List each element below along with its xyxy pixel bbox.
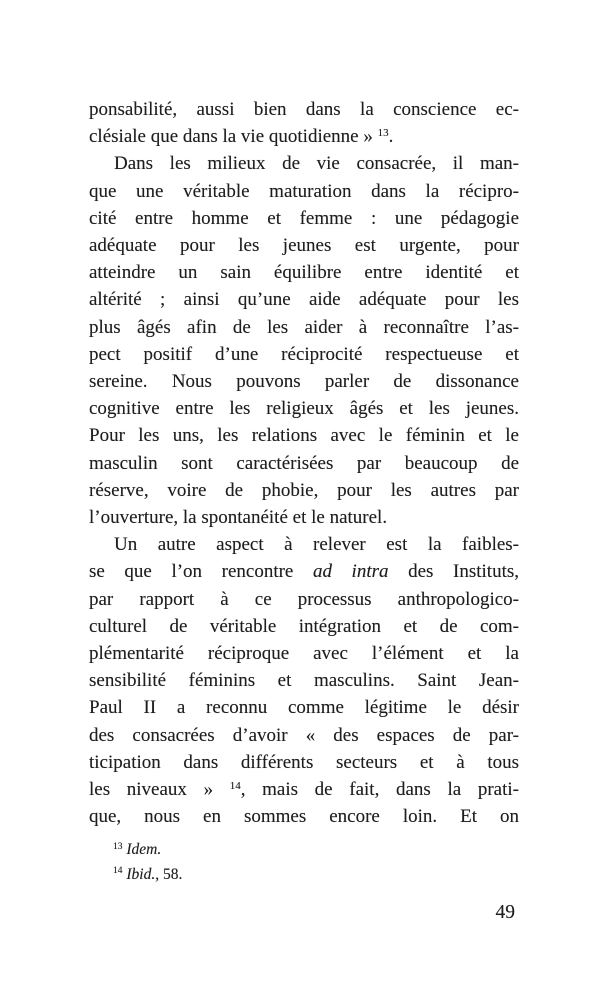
footnote-marker: 13: [377, 126, 389, 139]
text-line: [89, 667, 519, 694]
text-line: [89, 531, 519, 558]
text-segment: sensibilité féminins et masculins. Saint Jean-: [89, 670, 519, 692]
text-segment: que une véritable maturation dans la récipro-: [89, 180, 519, 202]
text-line: [89, 341, 519, 368]
text-segment: masculin sont caractérisées par beaucoup de: [89, 452, 519, 474]
text-segment: se que l’on rencontre: [89, 561, 313, 583]
footnote: [89, 863, 519, 888]
footnote: [89, 838, 519, 863]
text-segment: des consacrées d’avoir « des espaces de par-: [89, 724, 519, 746]
text-line: [89, 776, 519, 803]
text-segment: ticipation dans différents secteurs et à tous: [89, 751, 519, 773]
text-line: [89, 286, 519, 313]
text-segment: ponsabilité, aussi bien dans la conscience ec-: [89, 99, 519, 120]
text-segment: l’ouverture, la spontanéité et le naturel.: [89, 507, 388, 529]
text-segment: Un autre aspect à relever est la faibles-: [114, 534, 519, 556]
text-line: [89, 640, 519, 667]
text-segment: culturel de véritable intégration et de com-: [89, 615, 519, 637]
page-number: 49: [495, 902, 515, 923]
text-line: [89, 722, 519, 749]
text-line: [89, 803, 519, 830]
text-segment: que, nous en sommes encore loin. Et on: [89, 806, 519, 828]
text-line: [89, 123, 519, 150]
text-segment: Paul II a reconnu comme légitime le désir: [89, 697, 519, 719]
text-segment: sereine. Nous pouvons parler de dissonance: [89, 371, 519, 393]
text-line: [89, 749, 519, 776]
footnote-marker: 13: [113, 841, 123, 852]
text-line: [89, 450, 519, 477]
text-line: [89, 259, 519, 286]
italic-text: Ibid.: [126, 865, 156, 883]
text-segment: des Instituts,: [388, 561, 520, 583]
text-segment: plus âgés afin de les aider à reconnaître l’as-: [89, 316, 519, 338]
text-line: [89, 395, 519, 422]
text-segment: les niveaux »: [89, 779, 230, 801]
text-line: [89, 96, 519, 123]
text-segment: cognitive entre les religieux âgés et les jeunes.: [89, 398, 519, 420]
text-segment: , mais de fait, dans la prati-: [240, 779, 519, 801]
text-line: [89, 586, 519, 613]
text-line: [89, 150, 519, 177]
text-segment: clésiale que dans la vie quotidienne »: [89, 126, 378, 148]
text-line: [89, 178, 519, 205]
italic-text: ad intra: [312, 561, 389, 583]
text-line: [89, 504, 519, 531]
body-text: [89, 96, 519, 830]
text-line: [89, 477, 519, 504]
text-line: [89, 613, 519, 640]
text-segment: atteindre un sain équilibre entre identité et: [89, 262, 519, 284]
text-line: [89, 314, 519, 341]
text-segment: réserve, voire de phobie, pour les autres par: [89, 479, 519, 501]
paragraph: [89, 96, 519, 150]
text-segment: pect positif d’une réciprocité respectueuse et: [89, 343, 519, 365]
text-line: [89, 368, 519, 395]
text-segment: , 58.: [155, 865, 183, 883]
text-line: [89, 694, 519, 721]
footnotes: [89, 838, 519, 887]
paragraph: [89, 531, 519, 830]
footnote-marker: 14: [229, 779, 241, 792]
footnote-marker: 14: [113, 866, 123, 877]
text-segment: Pour les uns, les relations avec le féminin et le: [89, 425, 519, 447]
text-segment: altérité ; ainsi qu’une aide adéquate pour les: [89, 289, 519, 311]
text-line: [89, 558, 519, 585]
italic-text: Idem.: [126, 841, 162, 858]
text-segment: .: [388, 126, 394, 148]
text-line: [89, 232, 519, 259]
text-segment: cité entre homme et femme : une pédagogie: [89, 207, 519, 229]
text-segment: par rapport à ce processus anthropologico-: [89, 588, 519, 610]
paragraph: [89, 150, 519, 531]
text-segment: Dans les milieux de vie consacrée, il man-: [114, 153, 519, 175]
text-line: [89, 205, 519, 232]
text-line: [89, 422, 519, 449]
text-segment: adéquate pour les jeunes est urgente, pour: [89, 235, 519, 257]
text-segment: plémentarité réciproque avec l’élément et la: [89, 643, 519, 665]
